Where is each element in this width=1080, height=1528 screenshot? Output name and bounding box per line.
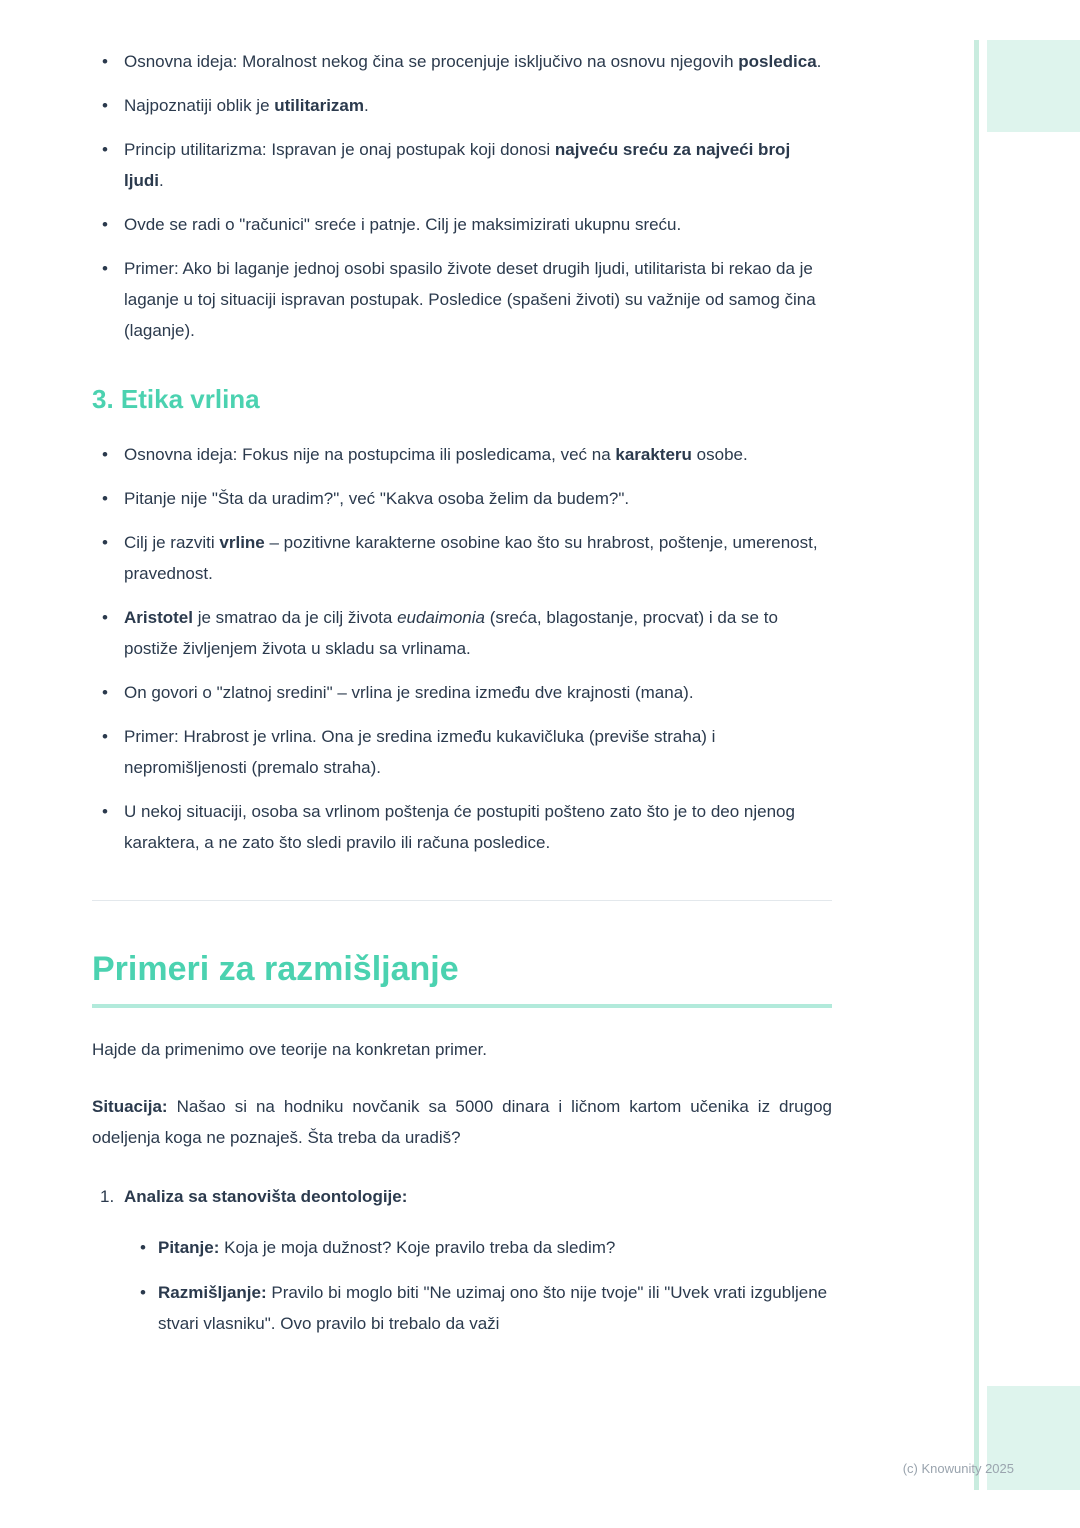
text-run: Ovde se radi o "računici" sreće i patnje. Cilj je maksimizirati ukupnu sreću. bbox=[124, 215, 682, 234]
text-run: Cilj je razviti bbox=[124, 533, 220, 553]
bold-text: karakteru bbox=[615, 445, 692, 465]
bold-text: Razmišljanje: bbox=[158, 1282, 267, 1302]
text-run: Našao si na hodniku novčanik sa 5000 dinara i ličnom kartom učenika iz drugog odeljenja koga ne poznaješ. Šta treba da uradiš? bbox=[92, 1096, 832, 1147]
text-run: On govori o "zlatnoj sredini" – vrlina je sredina između dve krajnosti (mana). bbox=[124, 683, 694, 703]
list-item bbox=[92, 677, 832, 708]
right-accent-line bbox=[974, 40, 979, 1490]
text-run: (sreća, blagostanje, procvat) i da se to postiže življenjem života u skladu sa vrlinama. bbox=[124, 608, 778, 659]
text-run: Pravilo bi moglo biti "Ne uzimaj ono što nije tvoje" ili "Uvek vrati izgubljene stvari vlasniku". Ovo pravilo bi trebalo da važi bbox=[158, 1282, 828, 1333]
bold-text: Analiza sa stanovišta deontologije: bbox=[124, 1186, 408, 1206]
list-item bbox=[92, 253, 832, 346]
examples-title: Primeri za razmišljanje bbox=[92, 950, 459, 989]
situation-paragraph bbox=[92, 1091, 832, 1153]
notes-content bbox=[92, 46, 832, 1353]
text-run: Najpoznatiji oblik je bbox=[124, 96, 275, 115]
bold-text: Pitanje: bbox=[158, 1237, 220, 1257]
list-item bbox=[92, 46, 832, 77]
virtue-ethics-bullet-list bbox=[92, 439, 832, 858]
section-divider bbox=[92, 900, 832, 901]
text-run: osobe. bbox=[691, 445, 748, 465]
text-run: Hajde da primenimo ove teorije na konkretan primer. bbox=[92, 1039, 487, 1059]
copyright-footer: (c) Knowunity 2025 bbox=[902, 1461, 1014, 1476]
list-item bbox=[92, 209, 832, 240]
lead-paragraph bbox=[92, 1034, 832, 1065]
list-item bbox=[124, 1277, 832, 1339]
list-item bbox=[92, 721, 832, 783]
title-underline bbox=[92, 1004, 832, 1008]
bold-text: vrline bbox=[219, 533, 265, 553]
text-run: – pozitivne karakterne osobine kao što su hrabrost, poštenje, umerenost, pravednost. bbox=[124, 533, 818, 584]
list-item bbox=[92, 90, 832, 121]
section-heading-etika-vrlina: 3. Etika vrlina bbox=[92, 384, 260, 414]
list-item bbox=[92, 134, 832, 196]
consequentialism-bullet-list bbox=[92, 46, 832, 346]
item-heading bbox=[124, 1187, 407, 1206]
analysis-numbered-list bbox=[92, 1181, 832, 1339]
text-run: Koja je moja dužnost? Koje pravilo treba da sledim? bbox=[219, 1237, 616, 1257]
text-run: Pitanje nije "Šta da uradim?", već "Kakva osoba želim da budem?". bbox=[124, 489, 630, 509]
list-item bbox=[92, 796, 832, 858]
numbered-item bbox=[92, 1181, 832, 1339]
text-run: . bbox=[816, 52, 822, 71]
bold-text: Aristotel bbox=[124, 608, 193, 628]
bold-text: utilitarizam bbox=[274, 96, 364, 115]
list-item bbox=[92, 483, 832, 514]
bold-text: posledica bbox=[738, 52, 817, 71]
text-run: Primer: Hrabrost je vrlina. Ona je sredina između kukavičluka (previše straha) i nepromišljenosti (premalo straha). bbox=[124, 727, 716, 778]
text-run: . bbox=[158, 171, 164, 190]
nested-bullet-list bbox=[124, 1232, 832, 1339]
item-number: 1. bbox=[100, 1186, 115, 1206]
text-run: Osnovna ideja: Fokus nije na postupcima ili posledicama, već na bbox=[124, 445, 616, 465]
text-run: . bbox=[364, 96, 369, 115]
italic-text: eudaimonia bbox=[397, 608, 485, 628]
list-item bbox=[92, 439, 832, 470]
text-run: Primer: Ako bi laganje jednoj osobi spasilo živote deset drugih ljudi, utilitarista bi rekao da je laganje u toj situaciji ispravan postupak. Posledice (spašeni životi) su važnije od samog čina (laganje). bbox=[124, 259, 816, 340]
bold-text: Situacija: bbox=[92, 1096, 168, 1116]
text-run: je smatrao da je cilj života bbox=[192, 608, 398, 628]
text-run: Osnovna ideja: Moralnost nekog čina se procenjuje isključivo na osnovu njegovih bbox=[124, 52, 739, 71]
list-item bbox=[92, 527, 832, 589]
list-item bbox=[92, 602, 832, 664]
bold-text: najveću sreću za najveći broj ljudi bbox=[124, 140, 791, 190]
text-run: Princip utilitarizma: Ispravan je onaj postupak koji donosi bbox=[124, 140, 555, 159]
text-run: U nekoj situaciji, osoba sa vrlinom poštenja će postupiti pošteno zato što je to deo njenog karaktera, a ne zato što sledi pravilo ili računa posledice. bbox=[124, 802, 795, 853]
top-right-accent-block bbox=[987, 40, 1080, 132]
list-item bbox=[124, 1232, 832, 1263]
